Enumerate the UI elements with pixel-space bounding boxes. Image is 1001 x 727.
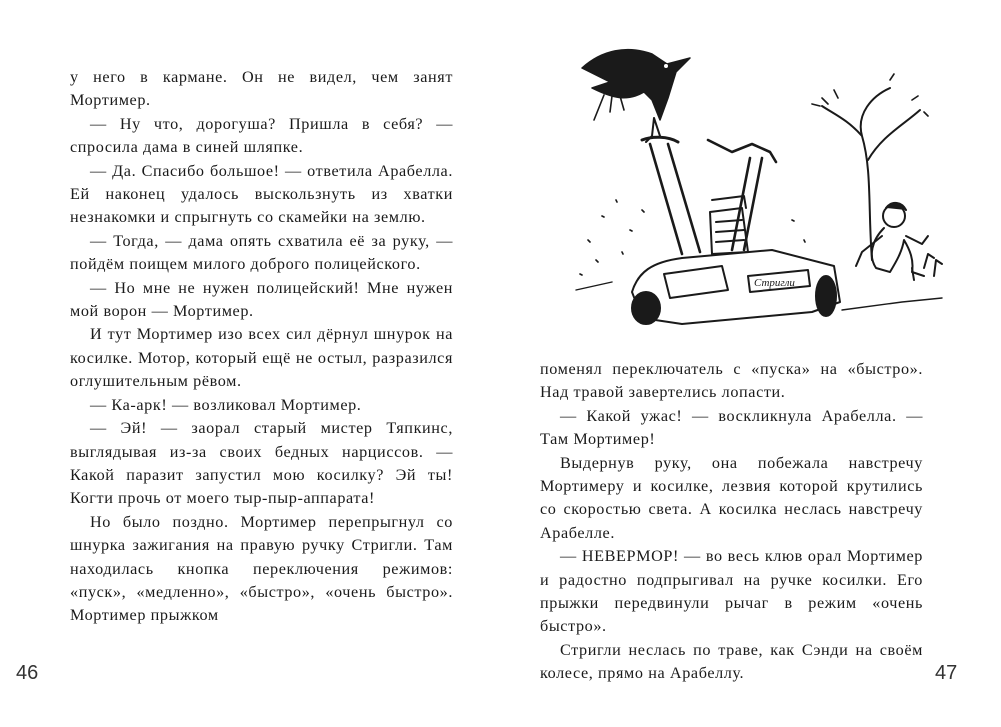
paragraph: И тут Мортимер изо всех сил дёрнул шнурок на косилке. Мотор, который ещё не остыл, разразился оглушительным рёвом. <box>70 325 453 391</box>
paragraph: — Какой ужас! — воскликнула Арабелла. — Там Мортимер! <box>540 406 923 449</box>
mower-label: Стригли <box>754 277 795 289</box>
paragraph: Стригли неслась по траве, как Сэнди на своём колесе, прямо на Арабеллу. <box>540 640 923 683</box>
raven-mower-illustration-icon <box>572 40 952 340</box>
right-page <box>500 0 1001 727</box>
left-text-column <box>70 66 453 628</box>
paragraph: — Тогда, — дама опять схватила её за руку, — пойдём поищем милого доброго полицейского. <box>70 231 453 274</box>
paragraph: — Эй! — заорал старый мистер Тяпкинс, выглядывая из-за своих бедных нарциссов. — Какой паразит запустил мою косилку? Эй ты! Когти прочь от моего тыр-пыр-аппарата! <box>70 419 453 508</box>
paragraph: — Ну что, дорогуша? Пришла в себя? — спросила дама в синей шляпке. <box>70 114 453 157</box>
paragraph: поменял переключатель с «пуска» на «быстро». Над травой завертелись лопасти. <box>540 360 923 402</box>
paragraph: Выдернув руку, она побежала навстречу Мортимеру и косилке, лезвия которой крутились со скоростью света. А косилка неслась навстречу Арабелле. <box>540 453 923 542</box>
right-text-column <box>540 358 923 686</box>
paragraph: Но было поздно. Мортимер перепрыгнул со шнурка зажигания на правую ручку Стригли. Там находилась кнопка переключения режимов: «пуск», «медленно», «быстро», «очень быстро». Мортимер прыжком <box>70 512 453 625</box>
left-page <box>0 0 500 727</box>
paragraph: — Ка-арк! — возликовал Мортимер. <box>90 395 362 414</box>
page-number-right: 47 <box>935 662 958 684</box>
paragraph: — НЕВЕРМОР! — во весь клюв орал Мортимер и радостно подпрыгивал на ручке косилки. Его прыжки передвинули рычаг в режим «очень быстро». <box>540 547 923 636</box>
page-number-left: 46 <box>16 662 39 684</box>
paragraph: у него в кармане. Он не видел, чем занят Мортимер. <box>70 68 453 110</box>
paragraph: — Да. Спасибо большое! — ответила Арабелла. Ей наконец удалось выскользнуть из хватки незнакомки и спрыгнуть со скамейки на землю. <box>70 161 453 227</box>
paragraph: — Но мне не нужен полицейский! Мне нужен мой ворон — Мортимер. <box>70 278 453 321</box>
